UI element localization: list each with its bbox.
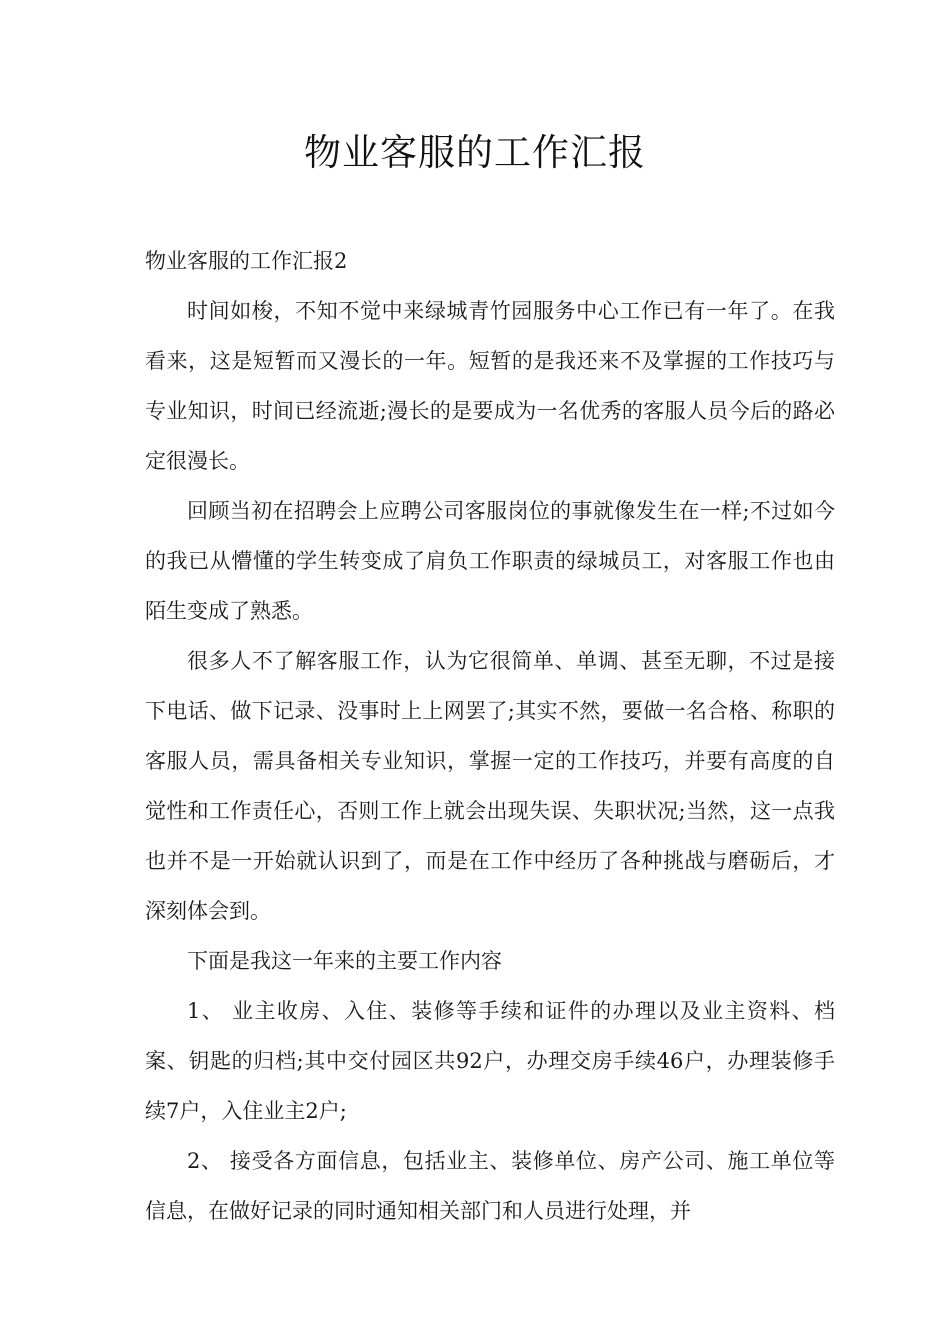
document-body bbox=[145, 236, 835, 1236]
paragraph: 时间如梭，不知不觉中来绿城青竹园服务中心工作已有一年了。在我看来，这是短暂而又漫长的一年。短暂的是我还来不及掌握的工作技巧与专业知识，时间已经流逝;漫长的是要成为一名优秀的客服人员今后的路必定很漫长。 bbox=[145, 299, 835, 473]
paragraph: 下面是我这一年来的主要工作内容 bbox=[187, 949, 502, 973]
paragraph: 很多人不了解客服工作，认为它很简单、单调、甚至无聊，不过是接下电话、做下记录、没事时上上网罢了;其实不然，要做一名合格、称职的客服人员，需具备相关专业知识，掌握一定的工作技巧，并要有高度的自觉性和工作责任心，否则工作上就会出现失误、失职状况;当然，这一点我也并不是一开始就认识到了，而是在工作中经历了各种挑战与磨砺后，才深刻体会到。 bbox=[145, 649, 835, 923]
document-title: 物业客服的工作汇报 bbox=[304, 131, 646, 174]
list-item-paragraph: 2、 接受各方面信息，包括业主、装修单位、房产公司、施工单位等信息，在做好记录的同时通知相关部门和人员进行处理，并 bbox=[145, 1149, 835, 1223]
list-item-paragraph: 1、 业主收房、入住、装修等手续和证件的办理以及业主资料、档案、钥匙的归档;其中交付园区共92户，办理交房手续46户，办理装修手续7户，入住业主2户; bbox=[145, 999, 835, 1123]
paragraph: 回顾当初在招聘会上应聘公司客服岗位的事就像发生在一样;不过如今的我已从懵懂的学生转变成了肩负工作职责的绿城员工，对客服工作也由陌生变成了熟悉。 bbox=[145, 499, 835, 623]
document-subtitle: 物业客服的工作汇报2 bbox=[145, 249, 348, 273]
